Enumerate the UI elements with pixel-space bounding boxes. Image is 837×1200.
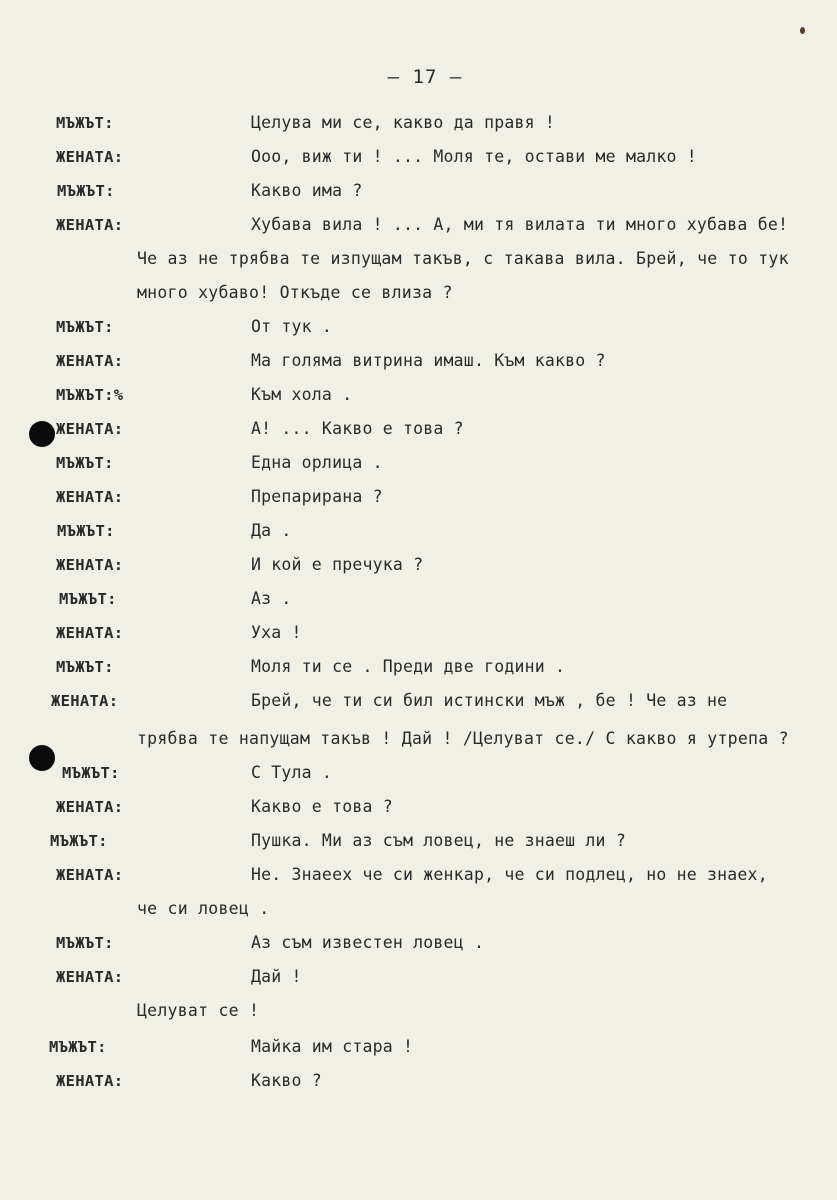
dialogue-continuation: много хубаво! Откъде се влиза ? [137,283,453,302]
dialogue-text: Да . [251,521,292,540]
dialogue-text: Аз . [251,589,292,608]
speaker-name: МЪЖЪТ: [56,114,114,132]
speaker-name: ЖЕНАТА: [56,624,124,642]
script-line [0,587,837,611]
speaker-name: ЖЕНАТА: [56,216,124,234]
dialogue-text: Моля ти се . Преди две години . [251,657,566,676]
dialogue-text: С Тула . [251,763,333,782]
dialogue-text: Препарирана ? [251,487,383,506]
dialogue-text: Какво ? [251,1071,322,1090]
script-line [0,247,837,271]
speaker-name: ЖЕНАТА: [56,798,124,816]
speaker-name: МЪЖЪТ: [50,832,108,850]
script-line [0,519,837,543]
speaker-name: МЪЖЪТ: [56,318,114,336]
dialogue-text: Целува ми се, какво да правя ! [251,113,556,132]
speaker-name: ЖЕНАТА: [56,866,124,884]
dialogue-text: Една орлица . [251,453,383,472]
script-line [0,383,837,407]
dialogue-text: И кой е пречука ? [251,555,424,574]
dialogue-text: Хубава вила ! ... А, ми тя вилата ти много хубава бе! [251,215,789,234]
dialogue-continuation: трябва те напущам такъв ! Дай ! /Целуват се./ С какво я утрепа ? [137,729,789,748]
script-line [0,897,837,921]
dialogue-text: Ма голяма витрина имаш. Към какво ? [251,351,606,370]
script-line [0,485,837,509]
dialogue-text: Уха ! [251,623,302,642]
speaker-name: ЖЕНАТА: [56,420,124,438]
dialogue-text: Пушка. Ми аз съм ловец, не знаеш ли ? [251,831,626,850]
speaker-name: МЪЖЪТ: [56,934,114,952]
script-line [0,451,837,475]
speaker-name: МЪЖЪТ: [56,658,114,676]
page-number: – 17 – [387,66,463,88]
script-line [0,179,837,203]
speaker-name: ЖЕНАТА: [56,1072,124,1090]
script-line [0,689,837,713]
script-line [0,829,837,853]
speaker-name: МЪЖЪТ: [57,522,115,540]
speaker-name: ЖЕНАТА: [56,352,124,370]
script-line [0,315,837,339]
script-line [0,863,837,887]
speaker-name: МЪЖЪТ: [57,182,115,200]
speaker-name: МЪЖЪТ: [49,1038,107,1056]
script-line [0,349,837,373]
dialogue-text: Какво има ? [251,181,363,200]
dialogue-text: От тук . [251,317,333,336]
dialogue-text: Какво е това ? [251,797,393,816]
script-line [0,931,837,955]
dialogue-text: Към хола . [251,385,353,404]
script-line [0,727,837,751]
script-line [0,761,837,785]
script-line [0,1035,837,1059]
dialogue-text: А! ... Какво е това ? [251,419,464,438]
script-line [0,213,837,237]
speaker-name: ЖЕНАТА: [56,488,124,506]
speaker-name: ЖЕНАТА: [51,692,119,710]
speaker-name: МЪЖЪТ: [59,590,117,608]
dialogue-text: Майка им стара ! [251,1037,414,1056]
script-line [0,965,837,989]
script-line [0,1069,837,1093]
dialogue-text: Брей, че ти си бил истински мъж , бе ! Че аз не [251,691,728,710]
script-line [0,655,837,679]
speaker-name: ЖЕНАТА: [56,968,124,986]
dialogue-continuation: Че аз не трябва те изпущам такъв, с такава вила. Брей, че то тук [137,249,789,268]
script-line [0,281,837,305]
script-line [0,145,837,169]
script-line [0,111,837,135]
script-line [0,417,837,441]
dialogue-text: Ооо, виж ти ! ... Моля те, остави ме малко ! [251,147,697,166]
script-line [0,553,837,577]
speaker-name: ЖЕНАТА: [56,556,124,574]
dialogue-continuation: че си ловец . [137,899,270,918]
dialogue-text: Дай ! [251,967,302,986]
dialogue-continuation: Целуват се ! [137,1001,260,1020]
dialogue-text: Не. Знаеех че си женкар, че си подлец, но не знаех, [251,865,768,884]
dialogue-text: Аз съм известен ловец . [251,933,485,952]
script-line [0,795,837,819]
ink-speck [800,27,805,34]
speaker-name: МЪЖЪТ: [56,454,114,472]
speaker-name: ЖЕНАТА: [56,148,124,166]
script-line [0,621,837,645]
script-line [0,999,837,1023]
speaker-name: МЪЖЪТ:% [56,386,124,404]
speaker-name: МЪЖЪТ: [62,764,120,782]
